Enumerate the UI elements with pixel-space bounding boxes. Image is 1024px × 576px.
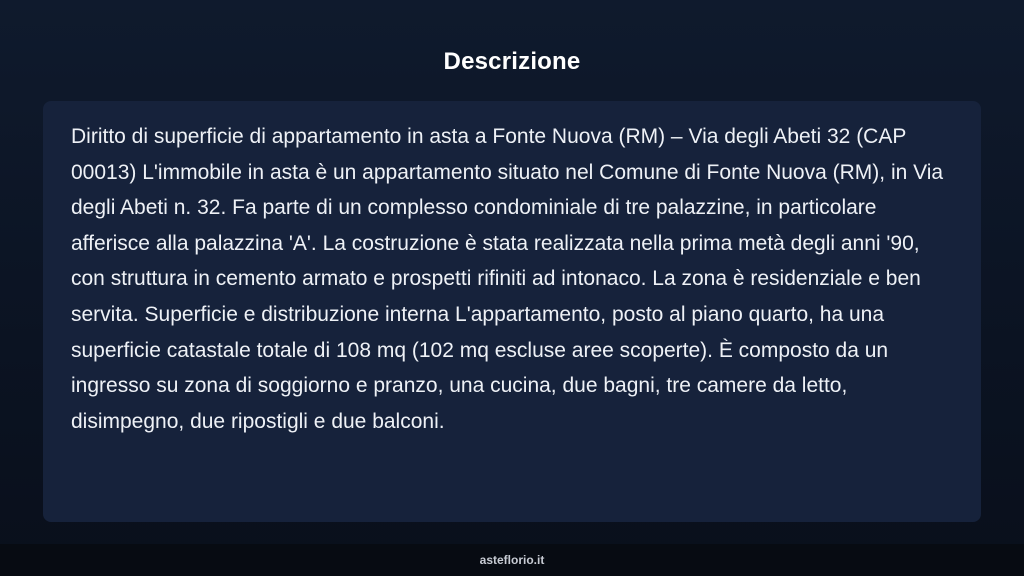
page-title: Descrizione <box>443 48 581 75</box>
footer-bar <box>0 544 1024 576</box>
site-name: asteflorio.it <box>479 553 545 567</box>
description-text: Diritto di superficie di appartamento in asta a Fonte Nuova (RM) – Via degli Abeti 32 (CAP 00013) L'immobile in asta è un appartamento situato nel Comune di Fonte Nuova (RM), in Via degli Abeti n. 32. Fa parte di un complesso condominiale di tre palazzine, in particolare afferisce alla palazzina 'A'. La costruzione è stata realizzata nella prima metà degli anni '90, con struttura in cemento armato e prospetti rifiniti ad intonaco. La zona è residenziale e ben servita. Superficie e distribuzione interna L'appartamento, posto al piano quarto, ha una superficie catastale totale di 108 mq (102 mq escluse aree scoperte). È composto da un ingresso su zona di soggiorno e pranzo, una cucina, due bagni, tre camere da letto, disimpegno, due ripostigli e due balconi. <box>71 125 944 433</box>
description-card <box>43 101 981 522</box>
